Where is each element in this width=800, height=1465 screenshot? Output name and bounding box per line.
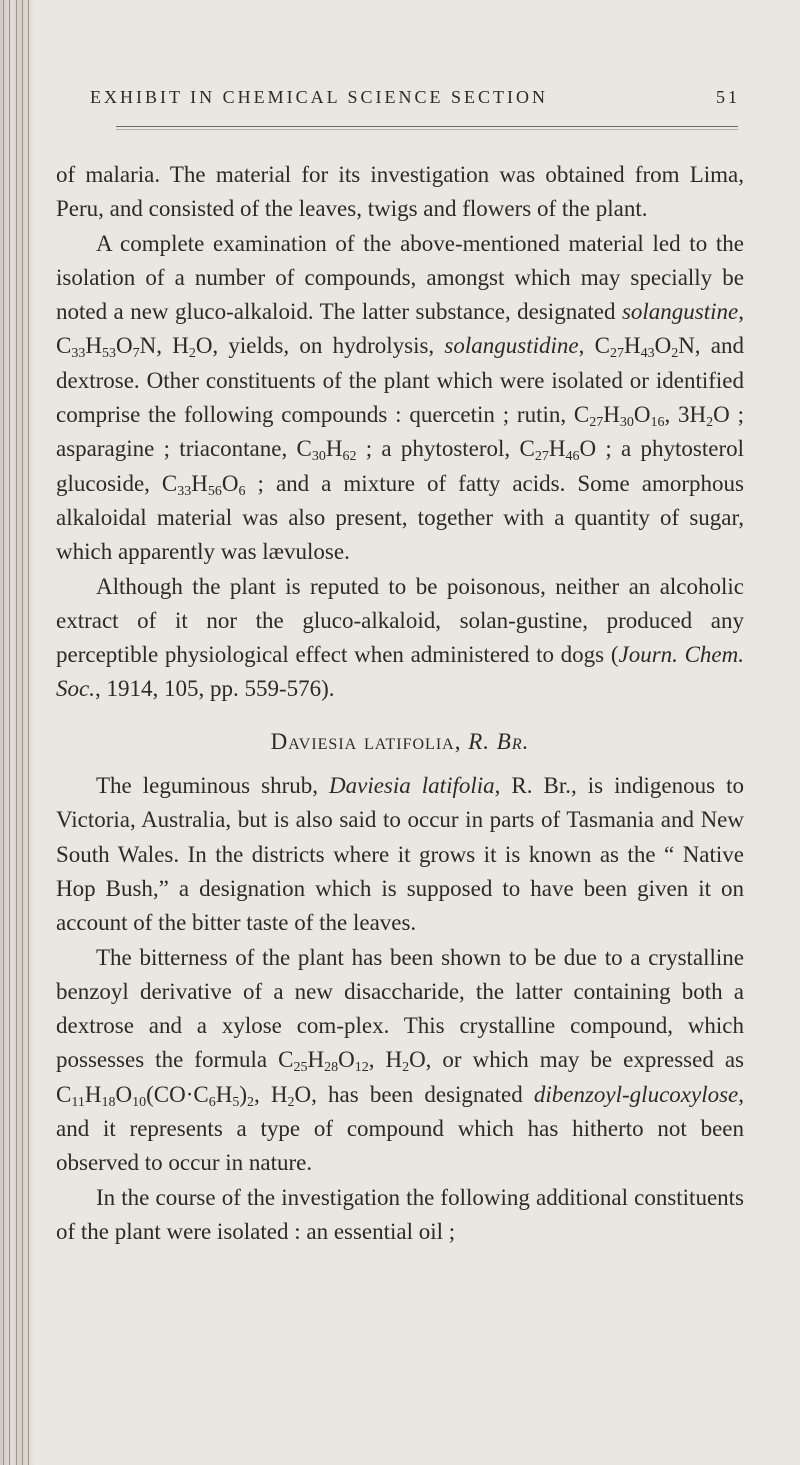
text-run: N, and dextrose. Other constituents of the plant which were isolated or identified comprise the following compounds : quercetin ; rutin, C xyxy=(56,333,744,428)
subscript: 43 xyxy=(640,346,655,362)
italic-text: R. Br. xyxy=(468,728,530,754)
subscript: 46 xyxy=(565,449,580,465)
subscript: 27 xyxy=(609,346,624,362)
text-run: O xyxy=(115,333,133,359)
section-heading xyxy=(56,725,744,759)
running-title: EXHIBIT IN CHEMICAL SCIENCE SECTION xyxy=(90,87,548,107)
text-run: O, has been designated xyxy=(294,1081,534,1107)
subscript: 62 xyxy=(342,449,357,465)
subscript: 28 xyxy=(324,1060,339,1076)
paragraph xyxy=(56,158,744,227)
text-run: , and it represents a type of compound which has hitherto not been observed to occur in nature. xyxy=(56,1081,744,1176)
header-rule-thin xyxy=(116,129,738,130)
text-run: H xyxy=(191,470,208,496)
text-run: N, H xyxy=(139,333,189,359)
text-run: Daviesia latifolia, xyxy=(270,728,469,754)
subscript: 2 xyxy=(402,1060,410,1076)
text-run: H xyxy=(623,333,641,359)
text-run: , H xyxy=(254,1081,288,1107)
text-run: O, yields, on hydrolysis, xyxy=(195,333,445,359)
paragraph xyxy=(56,227,744,570)
text-run: O xyxy=(221,470,239,496)
text-run: ; and a mixture of fatty acids. Some amorphous alkaloidal material was also present, together with a quantity of sugar, which apparently was lævulose. xyxy=(56,470,744,565)
text-run: H xyxy=(325,436,343,462)
subscript: 7 xyxy=(132,346,140,362)
subscript: 30 xyxy=(619,415,634,431)
text-run: O, or which may be expressed as C xyxy=(56,1047,744,1107)
paragraph xyxy=(56,1181,744,1250)
subscript: 2 xyxy=(188,346,196,362)
text-run: O xyxy=(633,402,651,428)
text-run: , H xyxy=(368,1047,403,1073)
text-run: Although the plant is reputed to be poisonous, neither an alcoholic extract of it nor the gluco-alkaloid, solan-gustine, produced any perceptible physiological effect when administered to dogs ( xyxy=(56,573,744,668)
italic-text: solangustidine xyxy=(444,333,579,359)
subscript: 18 xyxy=(101,1094,116,1110)
text-run: A complete examination of the above-mentioned material led to the isolation of a number of compounds, amongst which may specially be noted a new gluco-alkaloid. The latter substance, designated xyxy=(56,230,744,325)
text-run: , R. Br., is indigenous to Victoria, Australia, but is also said to occur in parts of Tasmania and New South Wales. In the districts where it grows it is known as the “ Native Hop Bush,” a designation which is supposed to have been given it on account of the bitter taste of the leaves. xyxy=(56,773,744,936)
page-number: 51 xyxy=(716,87,740,107)
paragraph xyxy=(56,941,744,1181)
subscript: 6 xyxy=(238,483,246,499)
text-run: ) xyxy=(239,1081,247,1107)
text-run: , 1914, 105, pp. 559-576). xyxy=(94,676,335,702)
body-text xyxy=(56,158,744,1249)
subscript: 33 xyxy=(71,346,86,362)
subscript: 25 xyxy=(293,1060,308,1076)
text-run: , C xyxy=(578,333,610,359)
text-run: O xyxy=(115,1081,133,1107)
subscript: 16 xyxy=(650,415,665,431)
header-rule xyxy=(116,126,738,127)
text-run: O ; asparagine ; triacontane, C xyxy=(56,402,744,462)
subscript: 2 xyxy=(247,1094,254,1110)
subscript: 27 xyxy=(534,449,549,465)
text-run: (CO·C xyxy=(146,1081,209,1107)
subscript: 2 xyxy=(287,1094,295,1110)
italic-text: Journ. Chem. Soc. xyxy=(56,642,744,702)
text-run: In the course of the investigation the following additional constituents of the plant were isolated : an essential oil ; xyxy=(56,1184,744,1244)
text-run: O ; a phytosterol glucoside, C xyxy=(56,436,744,496)
subscript: 53 xyxy=(101,346,116,362)
text-run: H xyxy=(548,436,566,462)
italic-text: Daviesia latifolia xyxy=(329,773,495,799)
subscript: 56 xyxy=(207,483,222,499)
subscript: 10 xyxy=(132,1094,147,1110)
italic-text: dibenzoyl-glucoxylose xyxy=(533,1081,739,1107)
text-run: H xyxy=(307,1047,325,1073)
text-run: , 3H xyxy=(664,402,707,428)
text-run: O xyxy=(654,333,672,359)
text-run: H xyxy=(215,1081,233,1107)
subscript: 12 xyxy=(354,1060,369,1076)
subscript: 2 xyxy=(671,346,679,362)
text-run: , C xyxy=(56,299,744,359)
paragraph xyxy=(56,769,744,940)
running-header xyxy=(90,87,740,108)
text-run: H xyxy=(603,402,620,428)
subscript: 6 xyxy=(208,1094,216,1110)
subscript: 27 xyxy=(589,415,604,431)
text-run: O xyxy=(338,1047,355,1073)
text-run: H xyxy=(85,333,102,359)
subscript: 2 xyxy=(706,415,714,431)
book-gutter xyxy=(0,0,34,1465)
subscript: 11 xyxy=(71,1094,85,1110)
text-run: The bitterness of the plant has been shown to be due to a crystalline benzoyl derivative of a new disaccharide, the latter containing both a dextrose and a xylose com-plex. This crystalline compound, which possesses the formula C xyxy=(56,944,744,1073)
subscript: 5 xyxy=(232,1094,240,1110)
italic-text: solangustine xyxy=(621,299,739,325)
text-run: H xyxy=(84,1081,102,1107)
paragraph xyxy=(56,570,744,707)
subscript: 30 xyxy=(311,449,326,465)
subscript: 33 xyxy=(177,483,192,499)
text-run: ; a phytosterol, C xyxy=(356,436,535,462)
text-run: of malaria. The material for its investigation was obtained from Lima, Peru, and consisted of the leaves, twigs and flowers of the plant. xyxy=(56,162,744,222)
text-run: The leguminous shrub, xyxy=(96,773,330,799)
